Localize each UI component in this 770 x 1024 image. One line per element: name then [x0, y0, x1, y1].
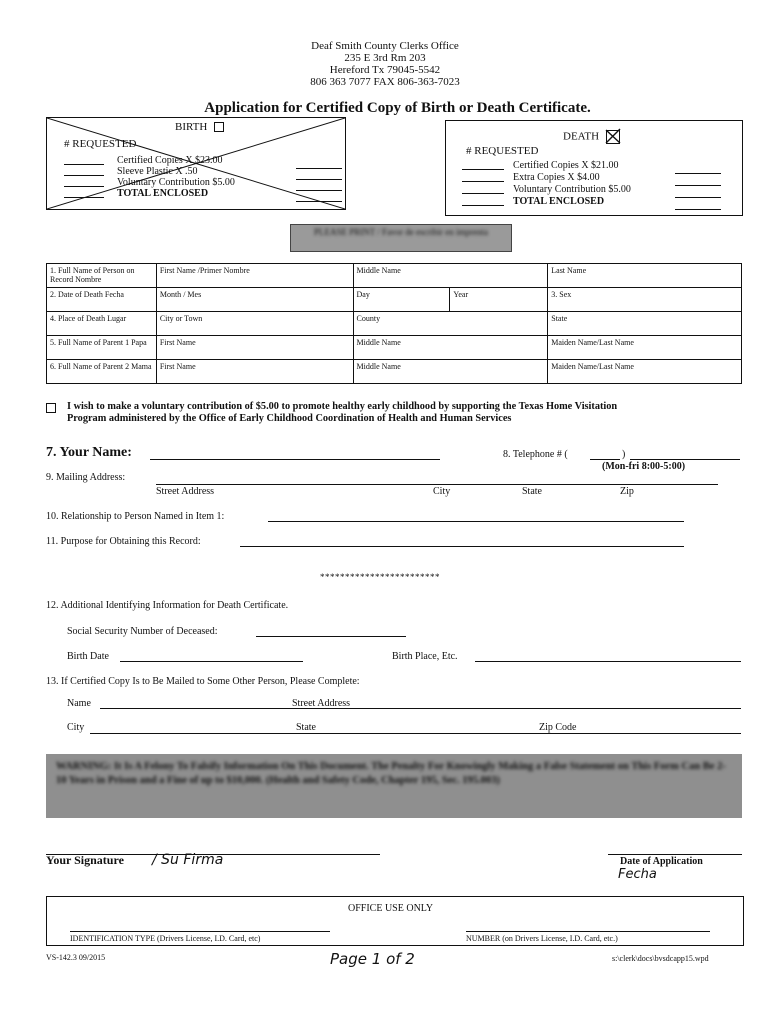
last-name-cell[interactable]: Last Name: [548, 264, 742, 288]
day-cell[interactable]: Day: [353, 288, 450, 312]
date-handwritten: Fecha: [618, 867, 657, 882]
zip-code-label: Zip Code: [539, 722, 577, 733]
row-label: 1. Full Name of Person on Record Nombre: [47, 264, 157, 288]
death-qty-line-2[interactable]: [462, 181, 504, 182]
mailing-address-field[interactable]: [156, 484, 718, 485]
street-sub: Street Address: [156, 486, 215, 497]
city-cell[interactable]: City or Town: [156, 312, 353, 336]
death-amount-line-4[interactable]: [675, 209, 721, 210]
state-sub: State: [522, 486, 542, 497]
parent1-middle-cell[interactable]: Middle Name: [353, 336, 548, 360]
area-code-field[interactable]: [590, 459, 620, 460]
parent2-middle-cell[interactable]: Middle Name: [353, 360, 548, 384]
row-label: 6. Full Name of Parent 2 Mama: [47, 360, 157, 384]
warning-banner: [46, 754, 742, 818]
other-name-field[interactable]: [100, 708, 741, 709]
form-number: VS-142.3 09/2015: [46, 953, 106, 962]
mailed-other-label: 13. If Certified Copy Is to Be Mailed to Some Other Person, Please Complete:: [46, 676, 360, 687]
purpose-field[interactable]: [240, 546, 684, 547]
id-number-field[interactable]: [466, 931, 710, 932]
telephone-hours: (Mon-fri 8:00-5:00): [602, 461, 686, 472]
check-x-icon: [605, 128, 621, 144]
banner-text: PLEASE PRINT / Favor de escribir en imprenta: [313, 227, 489, 237]
mailing-label: 9. Mailing Address:: [46, 472, 126, 483]
signature-handwritten: / Su Firma: [152, 852, 224, 868]
date-label: Date of Application: [620, 856, 703, 867]
street-address-label: Street Address: [292, 698, 351, 709]
birth-amount-line-1[interactable]: [296, 168, 342, 169]
birth-amount-line-3[interactable]: [296, 190, 342, 191]
telephone-label: 8. Telephone # (: [503, 449, 568, 460]
death-label: [563, 130, 620, 144]
ssn-field[interactable]: [256, 636, 406, 637]
row-label: 4. Place of Death Lugar: [47, 312, 157, 336]
first-name-cell[interactable]: First Name /Primer Nombre: [156, 264, 353, 288]
separator-stars: ************************: [320, 572, 440, 582]
death-amount-line-1[interactable]: [675, 173, 721, 174]
city-label: City: [67, 722, 85, 733]
death-checkbox[interactable]: [606, 130, 620, 144]
office-use-title: OFFICE USE ONLY: [348, 903, 434, 914]
state-cell[interactable]: State: [548, 312, 742, 336]
death-requested: # REQUESTED: [466, 145, 539, 157]
birth-label-text: BIRTH: [175, 121, 208, 133]
date-field[interactable]: [608, 854, 742, 855]
middle-name-cell[interactable]: Middle Name: [353, 264, 548, 288]
county-cell[interactable]: County: [353, 312, 548, 336]
sex-cell[interactable]: 3. Sex: [548, 288, 742, 312]
file-path: s:\clerk\docs\bvsdcapp15.wpd: [612, 954, 709, 963]
your-name-label: 7. Your Name:: [46, 445, 132, 460]
birth-amount-line-4[interactable]: [296, 201, 342, 202]
city-sub: City: [433, 486, 451, 497]
parent1-last-cell[interactable]: Maiden Name/Last Name: [548, 336, 742, 360]
parent2-last-cell[interactable]: Maiden Name/Last Name: [548, 360, 742, 384]
birth-checkbox[interactable]: [214, 122, 224, 132]
telephone-close: ): [622, 449, 626, 460]
birth-place-label: Birth Place, Etc.: [392, 651, 458, 662]
parent1-first-cell[interactable]: First Name: [156, 336, 353, 360]
office-phones: 806 363 7077 FAX 806-363-7023: [310, 76, 460, 88]
page-number: Page 1 of 2: [330, 950, 415, 968]
death-amount-line-2[interactable]: [675, 185, 721, 186]
parent2-first-cell[interactable]: First Name: [156, 360, 353, 384]
additional-info-label: 12. Additional Identifying Information for Death Certificate.: [46, 600, 289, 611]
death-line-3: Voluntary Contribution $5.00: [513, 184, 631, 195]
form-title: Application for Certified Copy of Birth or Death Certificate.: [204, 100, 591, 116]
office-city: Hereford Tx 79045-5542: [329, 64, 441, 76]
birth-date-field[interactable]: [120, 661, 303, 662]
birth-requested: # REQUESTED: [64, 138, 137, 150]
contribution-checkbox[interactable]: [46, 403, 56, 413]
birth-line-2: Sleeve Plastic X .50: [117, 166, 198, 177]
warning-text: WARNING: It Is A Felony To Falsify Information On This Document. The Penalty For Knowingly Making a False Statement on This Form Can Be 2-10 Years in Prison and a Fine of up to $10,000. (Health and Safety Code, Chapter 195, Sec. 195.003): [56, 761, 726, 786]
month-cell[interactable]: Month / Mes: [156, 288, 353, 312]
birth-qty-line-1[interactable]: [64, 164, 104, 165]
table-row: [47, 288, 742, 312]
death-line-2: Extra Copies X $4.00: [513, 172, 600, 183]
relationship-field[interactable]: [268, 521, 684, 522]
year-cell[interactable]: Year: [450, 288, 548, 312]
birth-line-3: Voluntary Contribution $5.00: [117, 177, 235, 188]
row-label: 2. Date of Death Fecha: [47, 288, 157, 312]
death-total: TOTAL ENCLOSED: [513, 196, 605, 207]
birth-date-label: Birth Date: [67, 651, 109, 662]
death-line-1: Certified Copies X $21.00: [513, 160, 619, 171]
contribution-line-2: Program administered by the Office of Early Childhood Coordination of Health and Human Services: [67, 413, 512, 424]
id-type-field[interactable]: [70, 931, 330, 932]
table-row: [47, 360, 742, 384]
death-label-text: DEATH: [563, 130, 600, 143]
birth-place-field[interactable]: [475, 661, 741, 662]
birth-total: TOTAL ENCLOSED: [117, 188, 209, 199]
zip-sub: Zip: [620, 486, 634, 497]
table-row: [47, 312, 742, 336]
ssn-label: Social Security Number of Deceased:: [67, 626, 218, 637]
telephone-field[interactable]: [630, 459, 740, 460]
birth-amount-line-2[interactable]: [296, 179, 342, 180]
purpose-label: 11. Purpose for Obtaining this Record:: [46, 536, 201, 547]
relationship-label: 10. Relationship to Person Named in Item 1:: [46, 511, 225, 522]
contribution-line-1: I wish to make a voluntary contribution of $5.00 to promote healthy early childhood by supporting the Texas Home Visitation: [67, 401, 618, 412]
office-address: 235 E 3rd Rm 203: [344, 52, 426, 64]
birth-qty-line-2[interactable]: [64, 175, 104, 176]
signature-label: Your Signature: [46, 853, 124, 867]
record-info-table: [46, 263, 742, 384]
death-qty-line-3[interactable]: [462, 193, 504, 194]
id-type-label: IDENTIFICATION TYPE (Drivers License, I.D. Card, etc): [70, 934, 261, 943]
please-print-banner: [290, 224, 512, 252]
death-qty-line-1[interactable]: [462, 169, 504, 170]
row-label: 5. Full Name of Parent 1 Papa: [47, 336, 157, 360]
name-label: Name: [67, 698, 91, 709]
table-row: [47, 336, 742, 360]
death-qty-line-4[interactable]: [462, 205, 504, 206]
birth-qty-line-3[interactable]: [64, 186, 104, 187]
state-label: State: [296, 722, 316, 733]
birth-label: [175, 122, 224, 133]
death-amount-line-3[interactable]: [675, 197, 721, 198]
birth-line-1: Certified Copies X $23.00: [117, 155, 223, 166]
other-city-field[interactable]: [90, 733, 741, 734]
birth-qty-line-4[interactable]: [64, 197, 104, 198]
table-row: [47, 264, 742, 288]
office-name: Deaf Smith County Clerks Office: [311, 40, 459, 52]
id-number-label: NUMBER (on Drivers License, I.D. Card, etc.): [466, 934, 618, 943]
your-name-field[interactable]: [150, 459, 440, 460]
